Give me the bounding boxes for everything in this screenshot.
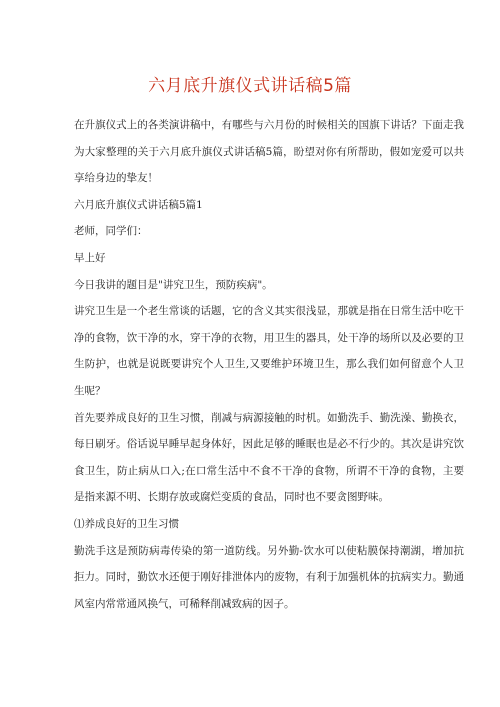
- paragraph-hygiene-meaning: 讲究卫生是一个老生常谈的话题，它的含义其实很浅显，那就是指在日常生活中吃干净的食物，饮干净的水，穿干净的衣物，用卫生的器具，处干净的场所以及必要的卫生防护，也就是说既要讲究个人卫生,又要维护环境卫生，那么我们如何留意个人卫生呢？: [74, 305, 464, 397]
- document-body: [74, 112, 464, 617]
- paragraph-greeting: 早上好: [74, 251, 106, 264]
- paragraph-habits: 首先要养成良好的卫生习惯，削减与病源接触的时机。如勤洗手、勤洗澡、勤换衣，每日刷牙。俗话说早睡早起身体好，因此足够的睡眠也是必不行少的。其次是讲究饮食卫生，防止病从口入;在口常生活中不食不干净的食物，所谓不干净的食物，主要是指来源不明、长期存放或腐烂变质的食品，同时也不要贪图野味。: [74, 411, 464, 504]
- paragraph-subheading: ⑴养成良好的卫生习惯: [74, 517, 179, 530]
- paragraph-salutation: 老师，同学们：: [74, 225, 148, 238]
- paragraph-handwashing: 勤洗手这是预防病毒传染的第一道防线。另外勤-饮水可以使粘膜保持潮湖，增加抗拒力。同时，勤饮水还便于刚好排泄体内的废物，有利于加强机体的抗病实力。勤通风室内常常通风换气，可稀释削减致病的因子。: [74, 544, 464, 610]
- paragraph-section-heading: 六月底升旗仪式讲话稿5篇1: [74, 198, 203, 211]
- paragraph-intro: 在升旗仪式上的各类演讲稿中，有哪些与六月份的时候相关的国旗下讲话？下面走我为大家整理的关于六月底升旗仪式讲话稿5篇，盼望对你有所帮助，假如宠爱可以共享给身边的挚友！: [74, 119, 464, 185]
- document-title: 六月底升旗仪式讲话稿5篇: [148, 76, 352, 96]
- paragraph-topic: 今日我讲的题目是"讲究卫生，预防疾病"。: [74, 278, 273, 291]
